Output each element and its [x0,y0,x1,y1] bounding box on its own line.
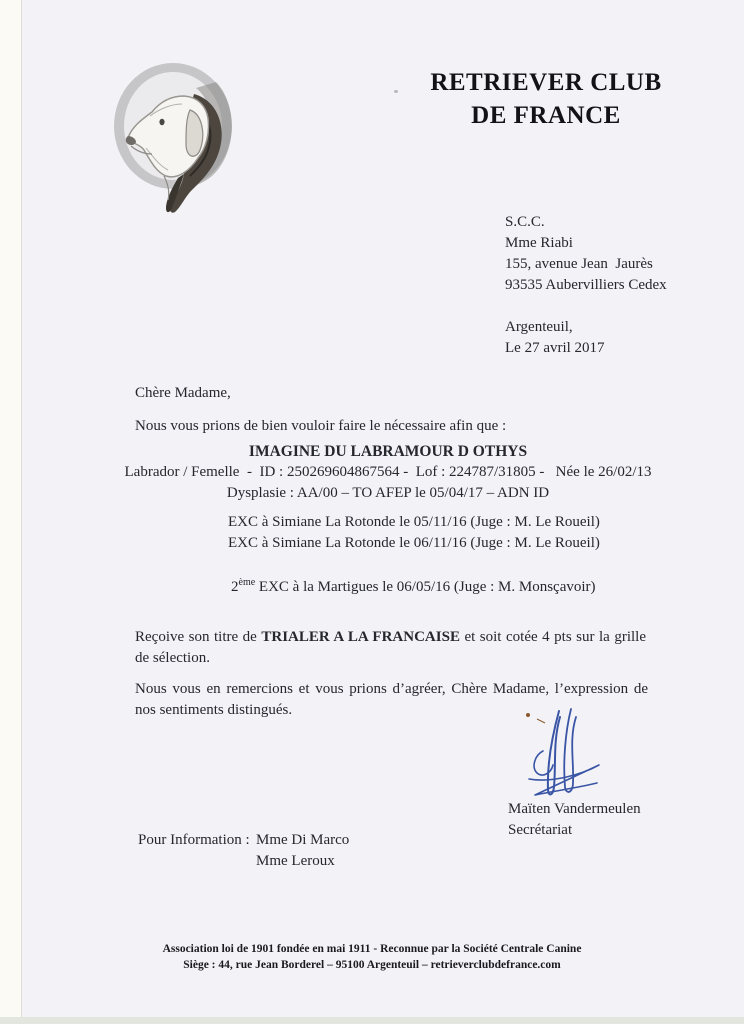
scan-speck [394,90,398,93]
second-exc-line [231,577,596,598]
footer-line-address: Siège : 44, rue Jean Borderel – 95100 Argenteuil – retrieverclubdefrance.com [183,959,561,971]
second-exc-number: 2 [231,579,239,595]
recipient-line: S.C.C. [505,214,545,230]
award-text-after: et soit cotée 4 pts sur la grille de sélection. [135,629,647,666]
exc-results [228,512,600,554]
recipient-line: Mme Riabi [505,235,573,251]
dateline-date: Le 27 avril 2017 [505,340,605,356]
second-exc-rest: EXC à la Martigues le 06/05/16 (Juge : M. Monsçavoir) [255,579,596,595]
award-paragraph [135,627,646,669]
info-name: Mme Leroux [256,853,335,869]
footer [0,941,744,973]
signatory-name: Maïten Vandermeulen [508,801,641,817]
info-names [256,830,349,872]
closing-paragraph: Nous vous en remercions et vous prions d’agréer, Chère Madame, l’expression de nos sentiments distingués. [135,681,648,718]
recipient-line: 93535 Aubervilliers Cedex [505,277,667,293]
award-title-bold: TRIALER A LA FRANCAISE [261,629,460,645]
signatory-role: Secrétariat [508,822,573,838]
retriever-club-logo-icon [98,52,250,218]
intro-paragraph: Nous vous prions de bien vouloir faire le nécessaire afin que : [135,418,507,434]
exc-result-line: EXC à Simiane La Rotonde le 05/11/16 (Juge : M. Le Roueil) [228,514,600,530]
exc-result-line: EXC à Simiane La Rotonde le 06/11/16 (Juge : M. Le Roueil) [228,535,600,551]
handwritten-signature-icon [493,703,633,803]
recipient-address [505,212,667,296]
club-title-line1: RETRIEVER CLUB [430,69,662,96]
recipient-line: 155, avenue Jean Jaurès [505,256,653,272]
club-title [408,66,684,132]
footer-line-association: Association loi de 1901 fondée en mai 1911 - Reconnue par la Société Centrale Canine [162,943,582,955]
dog-pedigree-line: Labrador / Femelle - ID : 250269604867564 - Lof : 224787/31805 - Née le 26/02/13 [124,464,652,480]
salutation: Chère Madame, [135,385,231,401]
dog-name: IMAGINE DU LABRAMOUR D OTHYS [248,443,528,460]
scan-edge-bottom [0,1017,744,1024]
scan-edge-left [0,0,22,1024]
info-name: Mme Di Marco [256,832,350,848]
award-text-before: Reçoive son titre de [135,629,262,645]
dateline-place: Argenteuil, [505,319,573,335]
dog-identification-block [30,441,744,504]
club-title-line2: DE FRANCE [471,102,621,129]
dateline [505,317,605,359]
signatory-block [508,799,641,841]
second-exc-ordinal: ème [238,577,256,588]
info-label: Pour Information : [138,832,250,848]
dog-dysplasia-line: Dysplasie : AA/00 – TO AFEP le 05/04/17 – ADN ID [226,485,550,501]
